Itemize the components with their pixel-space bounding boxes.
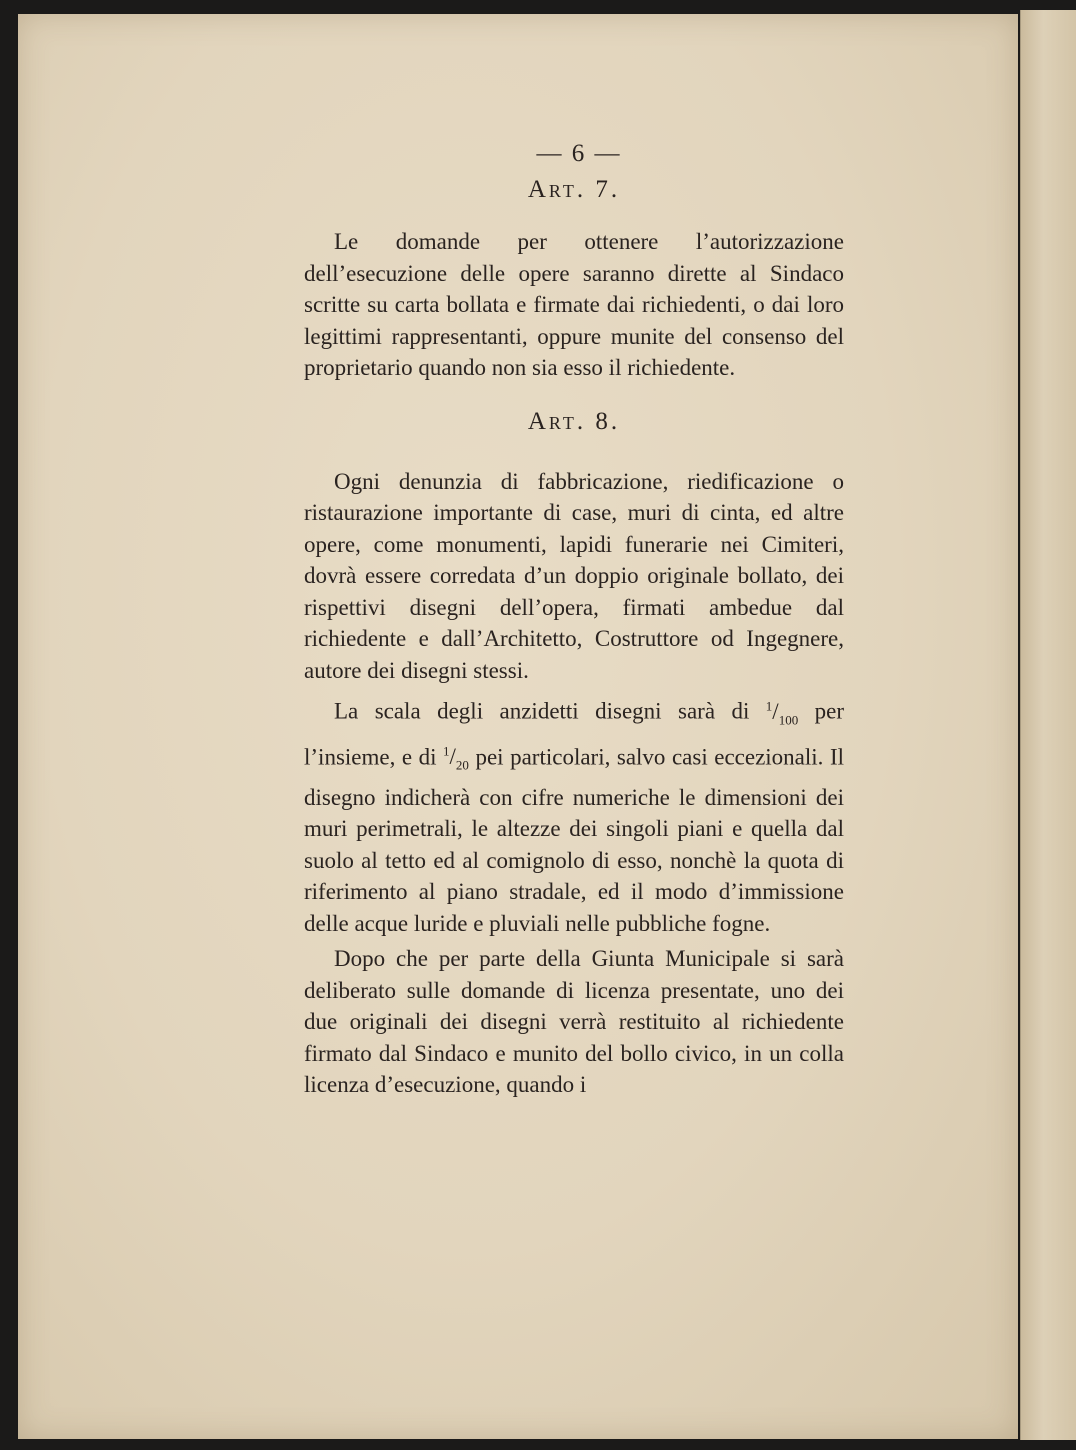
para2-text-b: per l’insieme, e di xyxy=(304,698,844,770)
article-7-text: Le domande per ottenere l’autorizzazione dell’esecuzione delle opere saranno dirette al Sindaco scritte su carta bollata e firmate dai richiedenti, o dai loro legittimi rappresentanti, oppure munite del consenso del proprietario quando non sia esso il richiedente. xyxy=(304,229,844,380)
fraction-1-numerator: 1 xyxy=(765,698,773,713)
fraction-1-denominator: 100 xyxy=(778,712,799,728)
article-8-para3-text: Dopo che per parte della Giunta Municipale si sarà deliberato sulle domande di licenza presentate, uno dei due originali dei disegni verrà restituito al richiedente firmato dal Sindaco e munito del bollo civico, in un colla licenza d’esecuzione, quando i xyxy=(304,946,844,1097)
article-8-paragraph-1 xyxy=(304,466,844,687)
fraction-one-hundredth: $^1/_{100}$ xyxy=(765,698,799,728)
page-number: — 6 — xyxy=(536,140,622,167)
article-8-paragraph-2 xyxy=(304,690,844,939)
article-7-paragraph xyxy=(304,226,844,384)
article-8-heading: Art. 8. xyxy=(527,407,621,435)
next-page-edge xyxy=(1020,10,1076,1440)
fraction-2-numerator: 1 xyxy=(443,743,450,759)
article-8-para1-text: Ogni denunzia di fabbricazione, riedificazione o ristaurazione importante di case, muri di cinta, ed altre opere, come monumenti, lapidi funerarie nei Cimiteri, dovrà essere corredata d’un doppio originale bollato, dei rispettivi disegni dell’opera, firmati ambedue dal richiedente e dall’Architetto, Costruttore od Ingegnere, autore dei disegni stessi. xyxy=(304,468,844,683)
article-8-paragraph-3 xyxy=(304,943,844,1101)
article-7-heading: Art. 7. xyxy=(527,176,621,203)
text-block xyxy=(304,140,844,1101)
fraction-2-denominator: 20 xyxy=(455,758,469,773)
fraction-one-twentieth: $^1/_{20}$ xyxy=(443,743,469,773)
para2-text-c: pei particolari, salvo casi eccezionali. Il disegno indicherà con cifre numeriche le dimensioni dei muri perimetrali, le altezze dei singoli piani e quella dal suolo al tetto ed al comignolo di esso, nonchè la quota di riferimento al piano stradale, ed il modo d’immissione delle acque luride e pluviali nelle pubbliche fogne. xyxy=(304,744,844,936)
para2-text-a: La scala degli anzidetti disegni sarà di xyxy=(334,698,750,724)
